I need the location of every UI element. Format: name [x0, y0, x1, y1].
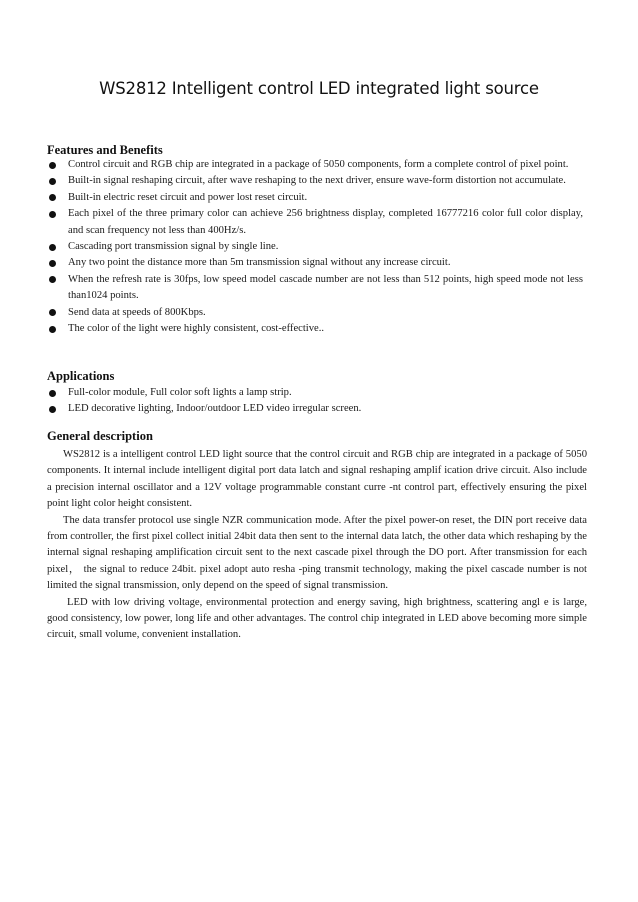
- list-item: Cascading port transmission signal by single line.: [47, 239, 583, 255]
- list-item: LED decorative lighting, Indoor/outdoor LED video irregular screen.: [47, 401, 583, 417]
- bullet-icon: [49, 211, 56, 218]
- general-description-heading: General description: [47, 429, 153, 443]
- bullet-icon: [49, 194, 56, 201]
- bullet-icon: [49, 178, 56, 185]
- general-description-body: [47, 447, 587, 644]
- bullet-icon: [49, 390, 56, 397]
- list-item: Built-in signal reshaping circuit, after wave reshaping to the next driver, ensure wave-form distortion not accumulate.: [47, 173, 583, 189]
- bullet-icon: [49, 406, 56, 413]
- list-item: Any two point the distance more than 5m transmission signal without any increase circuit.: [47, 255, 583, 271]
- list-item: Built-in electric reset circuit and power lost reset circuit.: [47, 190, 583, 206]
- list-item: The color of the light were highly consistent, cost-effective..: [47, 321, 583, 337]
- list-item: Control circuit and RGB chip are integrated in a package of 5050 components, form a complete control of pixel point.: [47, 157, 583, 173]
- paragraph: LED with low driving voltage, environmental protection and energy saving, high brightness, scattering angl e is large, good consistency, low power, long life and other advantages. The control chip integrated in LED above becoming more simple circuit, small volume, convenient installation.: [47, 596, 587, 641]
- list-item: When the refresh rate is 30fps, low speed model cascade number are not less than 512 points, high speed mode not less than1024 points.: [47, 272, 583, 305]
- list-item: Each pixel of the three primary color can achieve 256 brightness display, completed 16777216 color full color display, and scan frequency not less than 400Hz/s.: [47, 206, 583, 239]
- paragraph: The data transfer protocol use single NZR communication mode. After the pixel power-on reset, the DIN port receive data from controller, the first pixel collect initial 24bit data then sent to the internal data latch, the other data which reshaping by the internal signal reshaping amplification circuit sent to the next cascade pixel through the DO port. After transmission for each pixel， the signal to reduce 24bit. pixel adopt auto resha -ping transmit technology, making the pixel cascade number is not limited the signal transmission, only depend on the speed of signal transmission.: [47, 514, 587, 592]
- bullet-icon: [49, 162, 56, 169]
- bullet-icon: [49, 326, 56, 333]
- list-item: Full-color module, Full color soft lights a lamp strip.: [47, 385, 583, 401]
- list-item: Send data at speeds of 800Kbps.: [47, 305, 583, 321]
- applications-list: [47, 385, 583, 418]
- document-title: WS2812 Intelligent control LED integrated light source: [99, 79, 539, 98]
- features-heading: Features and Benefits: [47, 143, 163, 157]
- paragraph: WS2812 is a intelligent control LED light source that the control circuit and RGB chip are integrated in a package of 5050 components. It internal include intelligent digital port data latch and signal reshaping amplif ication drive circuit. Also include a precision internal oscillator and a 12V voltage programmable constant curre -nt control part, effectively ensuring the pixel point light color height consistent.: [47, 449, 587, 510]
- features-list: [47, 157, 583, 337]
- bullet-icon: [49, 260, 56, 267]
- bullet-icon: [49, 309, 56, 316]
- bullet-icon: [49, 276, 56, 283]
- bullet-icon: [49, 244, 56, 251]
- applications-heading: Applications: [47, 369, 115, 383]
